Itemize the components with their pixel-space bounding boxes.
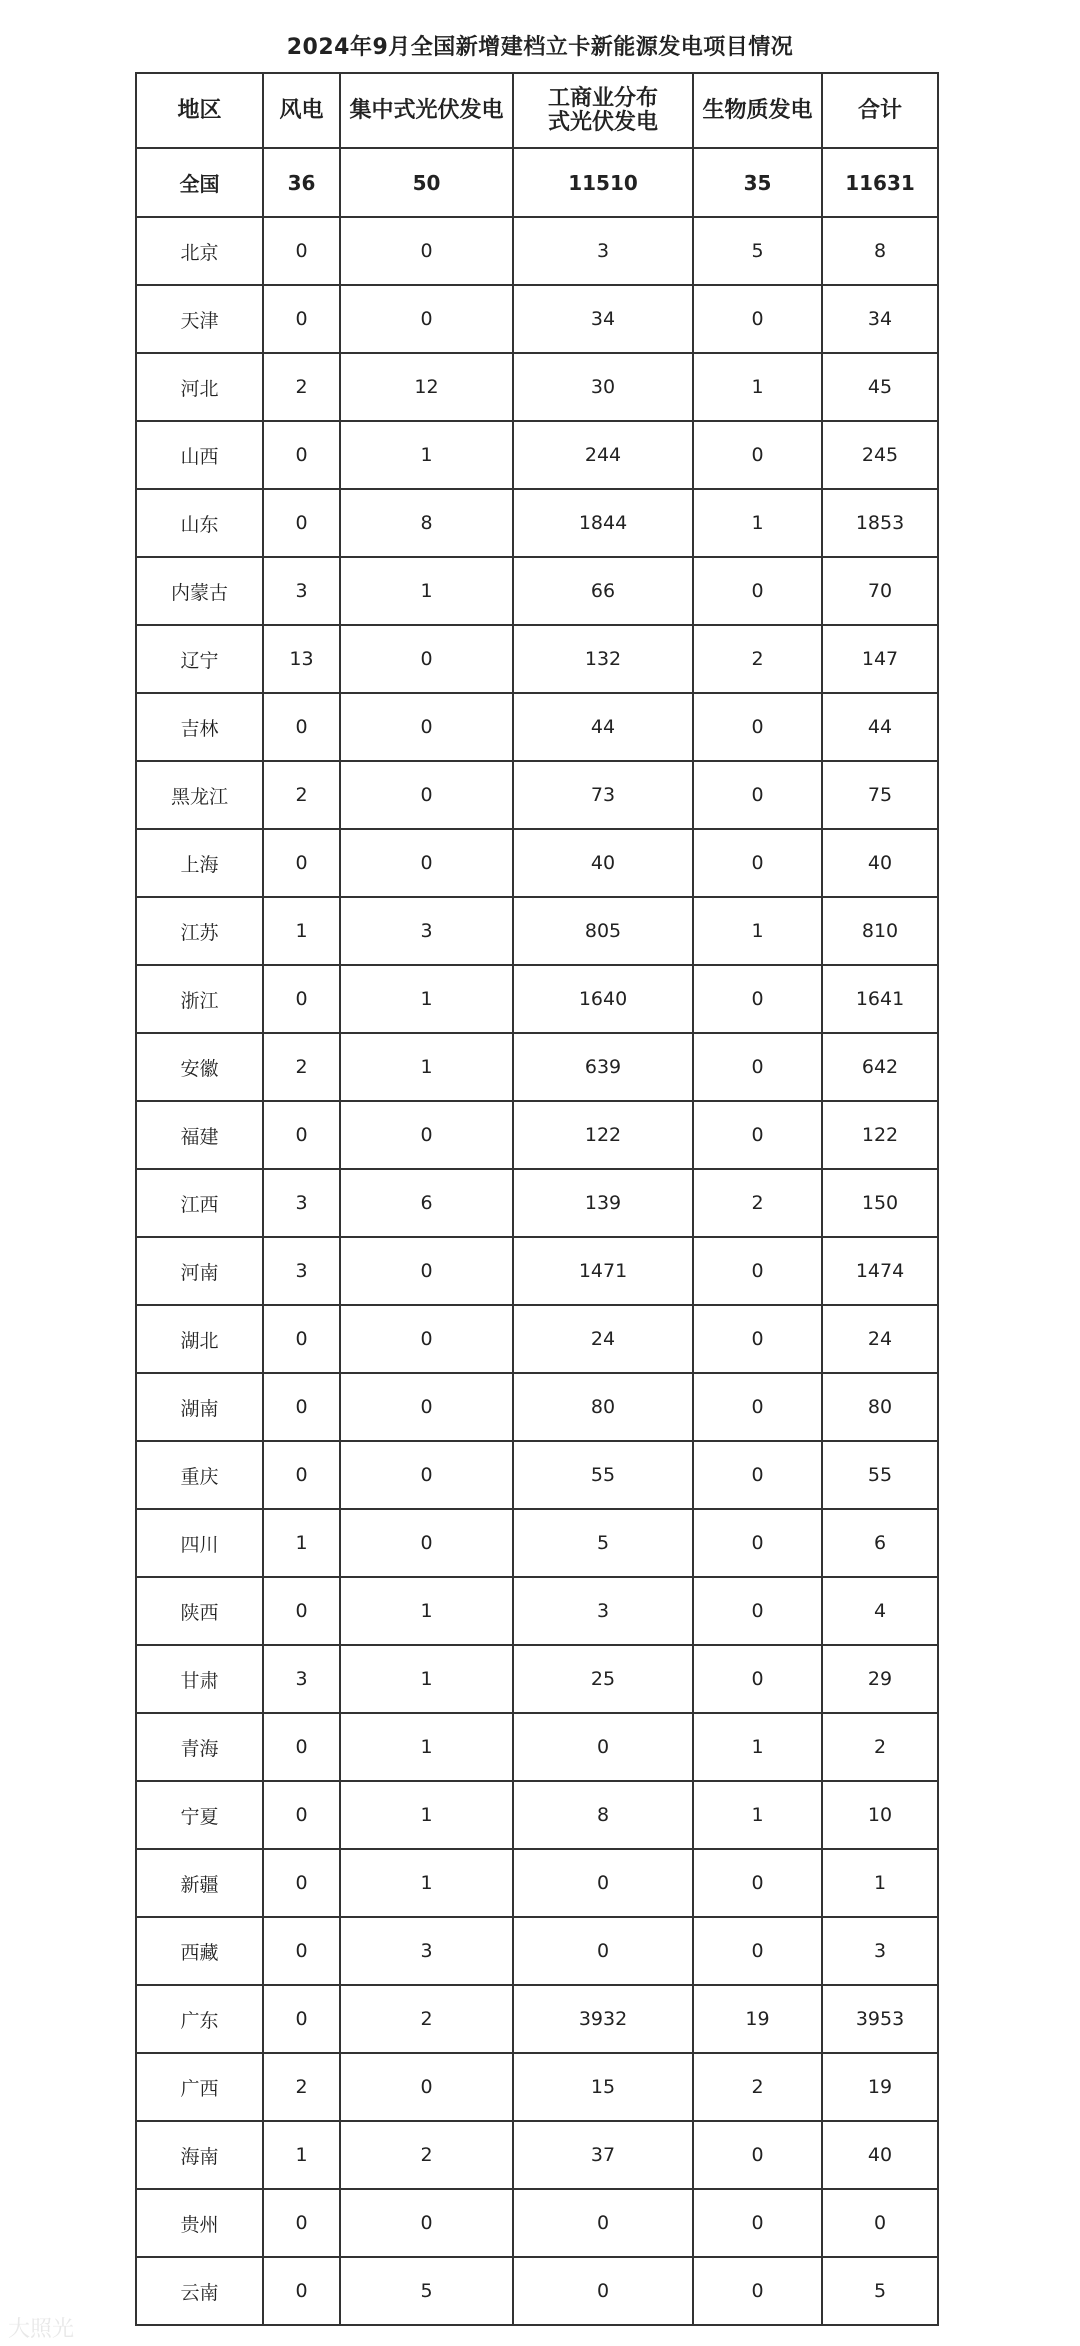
table-cell: 122 <box>822 1101 938 1169</box>
table-row <box>136 217 938 285</box>
header-row <box>136 73 938 148</box>
table-cell: 0 <box>263 421 340 489</box>
table-cell: 3 <box>822 1917 938 1985</box>
table-cell: 吉林 <box>136 693 263 761</box>
table-cell: 0 <box>340 1237 513 1305</box>
table-cell: 44 <box>822 693 938 761</box>
table-cell: 11631 <box>822 148 938 217</box>
table-row <box>136 897 938 965</box>
table-cell: 河北 <box>136 353 263 421</box>
table-cell: 0 <box>513 1849 693 1917</box>
table-cell: 天津 <box>136 285 263 353</box>
table-cell: 1640 <box>513 965 693 1033</box>
table-cell: 24 <box>513 1305 693 1373</box>
table-cell: 辽宁 <box>136 625 263 693</box>
table-cell: 0 <box>693 1917 822 1985</box>
table-cell: 11510 <box>513 148 693 217</box>
table-cell: 1 <box>693 897 822 965</box>
table-row <box>136 1781 938 1849</box>
table-row <box>136 2121 938 2189</box>
data-table <box>135 72 939 2326</box>
table-cell: 广西 <box>136 2053 263 2121</box>
table-cell: 北京 <box>136 217 263 285</box>
table-cell: 147 <box>822 625 938 693</box>
table-cell: 1 <box>340 1781 513 1849</box>
table-cell: 甘肃 <box>136 1645 263 1713</box>
table-cell: 15 <box>513 2053 693 2121</box>
table-cell: 2 <box>340 2121 513 2189</box>
table-cell: 40 <box>513 829 693 897</box>
table-cell: 40 <box>822 2121 938 2189</box>
table-cell: 0 <box>693 285 822 353</box>
table-cell: 55 <box>513 1441 693 1509</box>
table-cell: 810 <box>822 897 938 965</box>
table-cell: 0 <box>340 2053 513 2121</box>
table-cell: 10 <box>822 1781 938 1849</box>
table-cell: 35 <box>693 148 822 217</box>
table-cell: 0 <box>263 2257 340 2325</box>
table-row <box>136 353 938 421</box>
table-cell: 37 <box>513 2121 693 2189</box>
table-cell: 0 <box>693 1305 822 1373</box>
table-cell: 0 <box>263 1577 340 1645</box>
header-wind: 风电 <box>263 73 340 148</box>
table-cell: 3953 <box>822 1985 938 2053</box>
table-cell: 0 <box>340 761 513 829</box>
table-row <box>136 1577 938 1645</box>
table-cell: 0 <box>263 1781 340 1849</box>
table-cell: 1 <box>340 1645 513 1713</box>
table-cell: 25 <box>513 1645 693 1713</box>
table-cell: 1 <box>340 1577 513 1645</box>
table-row <box>136 1169 938 1237</box>
table-cell: 0 <box>693 1033 822 1101</box>
table-cell: 0 <box>340 1373 513 1441</box>
table-cell: 湖南 <box>136 1373 263 1441</box>
table-row <box>136 1509 938 1577</box>
table-cell: 30 <box>513 353 693 421</box>
header-region: 地区 <box>136 73 263 148</box>
table-cell: 1844 <box>513 489 693 557</box>
table-cell: 0 <box>263 965 340 1033</box>
table-cell: 江西 <box>136 1169 263 1237</box>
page-title: 2024年9月全国新增建档立卡新能源发电项目情况 <box>286 35 794 60</box>
table-cell: 四川 <box>136 1509 263 1577</box>
table-cell: 0 <box>263 1373 340 1441</box>
table-cell: 0 <box>263 1713 340 1781</box>
table-cell: 245 <box>822 421 938 489</box>
table-cell: 0 <box>263 217 340 285</box>
table-cell: 80 <box>822 1373 938 1441</box>
national-total-row <box>136 148 938 217</box>
table-cell: 0 <box>693 761 822 829</box>
table-cell: 1 <box>340 1849 513 1917</box>
table-cell: 0 <box>263 693 340 761</box>
table-row <box>136 1305 938 1373</box>
table-cell: 0 <box>340 829 513 897</box>
table-cell: 1 <box>693 489 822 557</box>
table-cell: 139 <box>513 1169 693 1237</box>
table-row <box>136 1373 938 1441</box>
table-cell: 8 <box>340 489 513 557</box>
table-cell: 青海 <box>136 1713 263 1781</box>
table-cell: 0 <box>263 1101 340 1169</box>
table-cell: 0 <box>822 2189 938 2257</box>
table-cell: 2 <box>822 1713 938 1781</box>
table-cell: 3 <box>513 1577 693 1645</box>
table-cell: 全国 <box>136 148 263 217</box>
table-cell: 2 <box>693 2053 822 2121</box>
table-cell: 24 <box>822 1305 938 1373</box>
table-cell: 河南 <box>136 1237 263 1305</box>
table-cell: 642 <box>822 1033 938 1101</box>
table-cell: 0 <box>693 1509 822 1577</box>
table-cell: 1 <box>693 353 822 421</box>
table-cell: 3 <box>263 1237 340 1305</box>
table-cell: 73 <box>513 761 693 829</box>
table-cell: 0 <box>340 1101 513 1169</box>
table-cell: 1641 <box>822 965 938 1033</box>
table-cell: 0 <box>513 2257 693 2325</box>
table-cell: 0 <box>263 1849 340 1917</box>
table-cell: 3932 <box>513 1985 693 2053</box>
table-cell: 44 <box>513 693 693 761</box>
table-cell: 0 <box>263 1305 340 1373</box>
table-cell: 0 <box>263 2189 340 2257</box>
table-row <box>136 693 938 761</box>
table-cell: 5 <box>693 217 822 285</box>
table-cell: 0 <box>340 1305 513 1373</box>
table-cell: 19 <box>822 2053 938 2121</box>
table-cell: 2 <box>263 2053 340 2121</box>
table-cell: 重庆 <box>136 1441 263 1509</box>
table-cell: 1 <box>340 1713 513 1781</box>
table-row <box>136 625 938 693</box>
table-row <box>136 1033 938 1101</box>
header-biomass: 生物质发电 <box>693 73 822 148</box>
table-cell: 3 <box>513 217 693 285</box>
table-cell: 0 <box>263 1917 340 1985</box>
table-row <box>136 1441 938 1509</box>
table-cell: 黑龙江 <box>136 761 263 829</box>
table-cell: 122 <box>513 1101 693 1169</box>
table-cell: 陕西 <box>136 1577 263 1645</box>
table-cell: 0 <box>693 1101 822 1169</box>
table-cell: 5 <box>340 2257 513 2325</box>
table-cell: 1 <box>340 965 513 1033</box>
table-cell: 山东 <box>136 489 263 557</box>
table-cell: 34 <box>513 285 693 353</box>
table-cell: 0 <box>693 829 822 897</box>
table-cell: 福建 <box>136 1101 263 1169</box>
table-cell: 湖北 <box>136 1305 263 1373</box>
table-cell: 浙江 <box>136 965 263 1033</box>
table-cell: 1 <box>340 557 513 625</box>
table-cell: 贵州 <box>136 2189 263 2257</box>
table-cell: 0 <box>263 1985 340 2053</box>
table-row <box>136 1917 938 1985</box>
table-cell: 0 <box>693 1849 822 1917</box>
table-cell: 3 <box>340 897 513 965</box>
table-row <box>136 1985 938 2053</box>
table-cell: 新疆 <box>136 1849 263 1917</box>
table-cell: 0 <box>340 1509 513 1577</box>
table-cell: 2 <box>340 1985 513 2053</box>
table-cell: 6 <box>822 1509 938 1577</box>
table-cell: 244 <box>513 421 693 489</box>
header-total: 合计 <box>822 73 938 148</box>
table-cell: 8 <box>822 217 938 285</box>
table-cell: 0 <box>693 557 822 625</box>
table-cell: 12 <box>340 353 513 421</box>
table-row <box>136 761 938 829</box>
table-cell: 40 <box>822 829 938 897</box>
table-cell: 3 <box>340 1917 513 1985</box>
header-distributed-pv: 工商业分布式光伏发电 <box>513 73 693 148</box>
table-cell: 0 <box>693 1577 822 1645</box>
table-cell: 0 <box>340 693 513 761</box>
table-cell: 1 <box>340 1033 513 1101</box>
table-cell: 内蒙古 <box>136 557 263 625</box>
table-cell: 29 <box>822 1645 938 1713</box>
table-cell: 0 <box>263 285 340 353</box>
table-cell: 山西 <box>136 421 263 489</box>
table-cell: 1 <box>693 1781 822 1849</box>
table-cell: 0 <box>513 1917 693 1985</box>
table-row <box>136 1645 938 1713</box>
table-cell: 8 <box>513 1781 693 1849</box>
table-cell: 2 <box>263 1033 340 1101</box>
table-cell: 云南 <box>136 2257 263 2325</box>
table-cell: 4 <box>822 1577 938 1645</box>
table-cell: 75 <box>822 761 938 829</box>
table-cell: 66 <box>513 557 693 625</box>
table-cell: 5 <box>822 2257 938 2325</box>
table-cell: 1 <box>822 1849 938 1917</box>
table-cell: 0 <box>340 2189 513 2257</box>
table-cell: 0 <box>513 1713 693 1781</box>
table-cell: 639 <box>513 1033 693 1101</box>
table-cell: 1 <box>340 421 513 489</box>
table-row <box>136 1849 938 1917</box>
watermark: 大照光 <box>8 2317 75 2342</box>
table-cell: 0 <box>693 2121 822 2189</box>
table-cell: 海南 <box>136 2121 263 2189</box>
table-cell: 0 <box>693 1237 822 1305</box>
table-cell: 50 <box>340 148 513 217</box>
table-cell: 0 <box>693 965 822 1033</box>
table-cell: 西藏 <box>136 1917 263 1985</box>
table-cell: 2 <box>693 625 822 693</box>
table-cell: 江苏 <box>136 897 263 965</box>
table-cell: 6 <box>340 1169 513 1237</box>
table-cell: 2 <box>693 1169 822 1237</box>
table-cell: 3 <box>263 1169 340 1237</box>
table-cell: 0 <box>263 1441 340 1509</box>
table-row <box>136 2189 938 2257</box>
table-cell: 1474 <box>822 1237 938 1305</box>
table-cell: 宁夏 <box>136 1781 263 1849</box>
table-row <box>136 1237 938 1305</box>
table-cell: 13 <box>263 625 340 693</box>
header-central-pv: 集中式光伏发电 <box>340 73 513 148</box>
table-cell: 55 <box>822 1441 938 1509</box>
table-cell: 0 <box>263 829 340 897</box>
table-row <box>136 421 938 489</box>
table-cell: 36 <box>263 148 340 217</box>
table-row <box>136 2053 938 2121</box>
table-cell: 1 <box>263 2121 340 2189</box>
table-cell: 1 <box>693 1713 822 1781</box>
table-cell: 安徽 <box>136 1033 263 1101</box>
table-cell: 0 <box>513 2189 693 2257</box>
table-row <box>136 489 938 557</box>
table-row <box>136 1101 938 1169</box>
table-cell: 1471 <box>513 1237 693 1305</box>
table-cell: 805 <box>513 897 693 965</box>
table-cell: 0 <box>693 1373 822 1441</box>
table-cell: 1853 <box>822 489 938 557</box>
table-row <box>136 2257 938 2325</box>
table-cell: 5 <box>513 1509 693 1577</box>
table-cell: 广东 <box>136 1985 263 2053</box>
table-cell: 3 <box>263 1645 340 1713</box>
table-cell: 80 <box>513 1373 693 1441</box>
table-cell: 70 <box>822 557 938 625</box>
table-cell: 0 <box>693 1441 822 1509</box>
table-cell: 0 <box>340 217 513 285</box>
table-cell: 上海 <box>136 829 263 897</box>
table-row <box>136 829 938 897</box>
table-cell: 0 <box>693 693 822 761</box>
table-cell: 0 <box>340 1441 513 1509</box>
table-cell: 2 <box>263 761 340 829</box>
table-cell: 0 <box>340 625 513 693</box>
table-row <box>136 1713 938 1781</box>
table-cell: 0 <box>693 421 822 489</box>
table-cell: 0 <box>263 489 340 557</box>
table-cell: 132 <box>513 625 693 693</box>
table-cell: 0 <box>340 285 513 353</box>
table-cell: 3 <box>263 557 340 625</box>
table-cell: 1 <box>263 897 340 965</box>
table-cell: 150 <box>822 1169 938 1237</box>
table-cell: 0 <box>693 2257 822 2325</box>
table-cell: 1 <box>263 1509 340 1577</box>
table-cell: 19 <box>693 1985 822 2053</box>
table-row <box>136 285 938 353</box>
table-row <box>136 557 938 625</box>
table-cell: 0 <box>693 2189 822 2257</box>
table-cell: 45 <box>822 353 938 421</box>
table-cell: 34 <box>822 285 938 353</box>
table-cell: 0 <box>693 1645 822 1713</box>
table-cell: 2 <box>263 353 340 421</box>
table-row <box>136 965 938 1033</box>
